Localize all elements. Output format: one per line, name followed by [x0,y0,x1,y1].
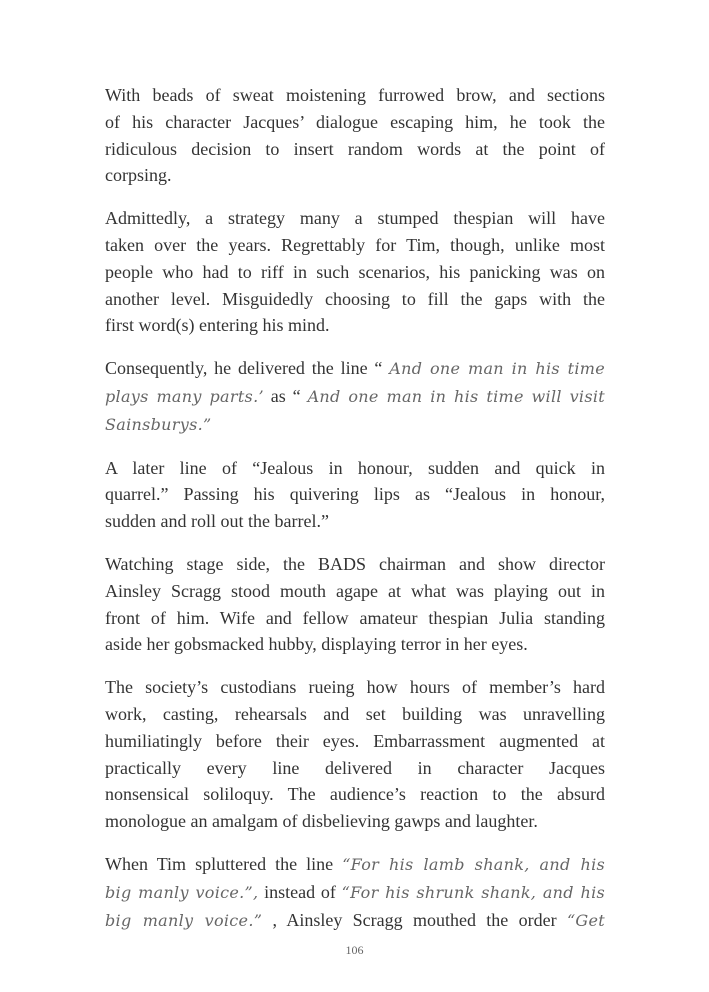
quote-italic: “Get [566,910,605,930]
text-line: nonsensical soliloquy. The audience’s reaction to the absurd [105,784,605,805]
paragraph [105,355,605,438]
paragraph [105,551,605,658]
text-line: A later line of “Jealous in honour, sudden and quick in [105,457,605,478]
text-line: The society’s custodians rueing how hours of member’s hard [105,677,605,698]
text-line [105,879,605,907]
paragraph [105,205,605,339]
text-line: work, casting, rehearsals and set building was unravelling [105,703,605,724]
text-line: Admittedly, a strategy many a stumped thespian will have [105,208,605,229]
quote-italic: big manly voice.”, [105,882,259,902]
text-line: people who had to riff in such scenarios, his panicking was on [105,261,605,282]
text-line: front of him. Wife and fellow amateur thespian Julia standing [105,607,605,628]
page-number: 106 [345,943,364,957]
paragraph [105,82,605,189]
text: instead of [258,881,342,902]
text-line [105,907,605,935]
paragraph [105,851,605,934]
text: Consequently, he delivered the line “ [105,358,390,379]
text-line: sudden and roll out the barrel.” [105,511,329,532]
text-line: quarrel.” Passing his quivering lips as “Jealous in honour, [105,484,605,505]
page-body [105,82,605,950]
text-line: aside her gobsmacked hubby, displaying terror in her eyes. [105,634,528,655]
quote-italic: Sainsburys.” [105,414,212,434]
text: as “ [263,385,308,406]
text-line: another level. Misguidedly choosing to fill the gaps with the [105,288,605,309]
text-line: Watching stage side, the BADS chairman and show director [105,553,605,574]
quote-italic: big manly voice.” [105,910,263,930]
text-line [105,411,605,439]
quote-italic: And one man in his time [389,359,605,379]
text-line: Ainsley Scragg stood mouth agape at what was playing out in [105,580,605,601]
text-line: humiliatingly before their eyes. Embarrassment augmented at [105,730,605,751]
quote-italic: plays many parts.’ [105,386,264,406]
paragraph [105,455,605,535]
text: , Ainsley Scragg mouthed the order [262,909,567,930]
text-line: taken over the years. Regrettably for Tim, though, unlike most [105,234,605,255]
text: When Tim spluttered the line [105,853,343,874]
text-line: practically every line delivered in character Jacques [105,757,605,778]
text-line: ridiculous decision to insert random words at the point of [105,138,605,159]
text-line: monologue an amalgam of disbelieving gawps and laughter. [105,811,538,832]
paragraph [105,674,605,835]
text-line [105,355,605,383]
text-line [105,383,605,411]
text-line: first word(s) entering his mind. [105,315,330,336]
quote-italic: “For his shrunk shank, and his [341,882,605,902]
text-line: of his character Jacques’ dialogue escaping him, he took the [105,111,605,132]
quote-italic: And one man in his time will visit [307,386,605,406]
text-line: With beads of sweat moistening furrowed brow, and sections [105,85,605,105]
text-line [105,851,605,879]
quote-italic: “For his lamb shank, and his [342,854,605,874]
text-line: corpsing. [105,165,172,186]
